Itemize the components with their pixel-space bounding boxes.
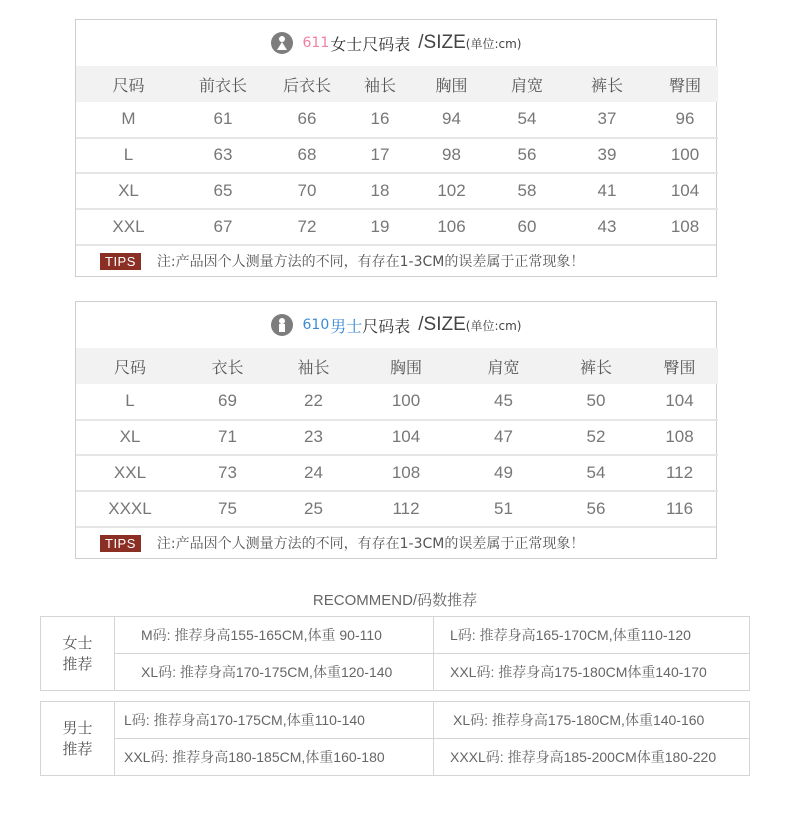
table-cell: XXL — [113, 462, 147, 482]
table-cell: 72 — [297, 216, 317, 236]
column-header: 后衣长 — [282, 75, 331, 95]
women-gender-label: 女士 — [330, 34, 363, 54]
table-cell: 69 — [218, 391, 237, 411]
table-cell: 94 — [442, 109, 461, 129]
table-row — [76, 173, 718, 209]
recommend-label-line: 推荐 — [62, 654, 93, 673]
women-unit: (单位:cm) — [465, 36, 522, 51]
column-header: 袖长 — [297, 357, 330, 377]
tips-badge: TIPS — [100, 253, 141, 270]
men-product-code: 610 — [302, 317, 330, 333]
table-cell: 116 — [665, 498, 694, 518]
men-table-header — [76, 348, 718, 384]
table-cell: 56 — [517, 145, 537, 165]
men-title-cn: 尺码表 — [362, 316, 411, 336]
table-cell: 68 — [297, 145, 317, 165]
table-cell: 106 — [437, 216, 466, 236]
recommend-item: XL码: 推荐身高175-180CM,体重140-160 — [434, 702, 749, 739]
women-size-en: /SIZE — [418, 32, 466, 53]
table-cell: 70 — [297, 180, 317, 200]
women-tips — [76, 244, 716, 276]
table-cell: 67 — [213, 216, 233, 236]
table-cell: 75 — [218, 498, 237, 518]
men-gender-label: 男士 — [330, 316, 363, 336]
table-row — [76, 384, 718, 420]
table-cell: 104 — [665, 391, 694, 411]
table-cell: 61 — [213, 109, 233, 129]
table-cell: 37 — [597, 109, 617, 129]
recommend-item: XXL码: 推荐身高180-185CM,体重160-180 — [115, 739, 434, 776]
table-cell: M — [121, 109, 136, 129]
table-cell: XXXL — [108, 498, 152, 518]
men-size-chart-title — [76, 302, 716, 348]
table-cell: 96 — [675, 109, 695, 129]
table-cell: 65 — [213, 180, 233, 200]
table-cell: 66 — [297, 109, 317, 129]
table-cell: 25 — [304, 498, 323, 518]
table-cell: 41 — [597, 180, 617, 200]
men-size-chart — [75, 301, 717, 559]
table-cell: 98 — [442, 145, 461, 165]
men-tips — [76, 526, 716, 558]
column-header: 衣长 — [211, 357, 244, 377]
table-cell: 100 — [391, 391, 421, 411]
table-cell: 47 — [494, 427, 513, 447]
men-size-en: /SIZE — [418, 314, 466, 335]
table-cell: L — [125, 391, 135, 411]
women-size-chart — [75, 19, 717, 277]
women-title-cn: 尺码表 — [362, 34, 411, 54]
table-cell: 17 — [370, 145, 390, 165]
table-cell: 100 — [670, 145, 700, 165]
men-recommend-label — [41, 702, 115, 775]
table-cell: 24 — [304, 462, 323, 482]
table-cell: 22 — [304, 391, 323, 411]
women-recommend-grid — [115, 617, 749, 690]
table-cell: 104 — [391, 427, 421, 447]
column-header: 胸围 — [435, 75, 468, 95]
table-cell: 50 — [586, 391, 606, 411]
table-cell: 108 — [665, 427, 694, 447]
table-cell: 104 — [670, 180, 700, 200]
table-cell: 19 — [370, 216, 390, 236]
column-header: 前衣长 — [198, 75, 247, 95]
men-recommend-box — [40, 701, 750, 776]
recommend-item: M码: 推荐身高155-165CM,体重 90-110 — [115, 617, 434, 654]
table-cell: XXL — [112, 216, 145, 236]
women-size-table — [76, 66, 718, 244]
column-header: 裤长 — [590, 75, 623, 95]
men-unit: (单位:cm) — [465, 318, 522, 333]
table-row — [76, 420, 718, 456]
table-row — [76, 209, 718, 245]
table-cell: 112 — [392, 498, 420, 518]
table-cell: L — [123, 145, 134, 165]
man-silhouette-icon — [271, 314, 293, 336]
table-cell: 108 — [670, 216, 700, 236]
women-recommend-label — [41, 617, 115, 690]
table-cell: 51 — [494, 498, 513, 518]
women-size-chart-title — [76, 20, 716, 66]
column-header: 肩宽 — [487, 357, 520, 377]
table-cell: XL — [118, 180, 139, 200]
column-header: 胸围 — [389, 357, 422, 377]
table-row — [76, 102, 718, 138]
column-header: 肩宽 — [510, 75, 543, 95]
column-header: 裤长 — [579, 357, 612, 377]
recommend-label-line: 推荐 — [62, 739, 93, 758]
recommend-title: RECOMMEND/码数推荐 — [312, 592, 478, 609]
men-size-table — [76, 348, 718, 526]
tips-note: 注:产品因个人测量方法的不同，有存在1-3CM的误差属于正常现象！ — [156, 254, 585, 270]
column-header: 尺码 — [112, 75, 145, 95]
recommend-item: L码: 推荐身高170-175CM,体重110-140 — [115, 702, 434, 739]
recommend-item: XL码: 推荐身高170-175CM,体重120-140 — [115, 654, 434, 691]
table-cell: 60 — [517, 216, 537, 236]
table-cell: 23 — [304, 427, 323, 447]
women-product-code: 611 — [302, 35, 330, 51]
column-header: 尺码 — [113, 357, 146, 377]
table-cell: XL — [119, 427, 141, 447]
table-cell: 54 — [517, 109, 537, 129]
recommend-label-line: 女士 — [62, 633, 93, 652]
recommend-item: XXL码: 推荐身高175-180CM体重140-170 — [450, 663, 707, 680]
woman-silhouette-icon — [271, 32, 293, 54]
table-cell: 52 — [586, 427, 606, 447]
table-cell: 112 — [665, 462, 694, 482]
table-cell: 16 — [370, 109, 390, 129]
recommend-item: XXXL码: 推荐身高185-200CM体重180-220 — [450, 748, 717, 765]
tips-badge: TIPS — [100, 535, 141, 552]
table-row — [76, 138, 718, 174]
table-cell: 18 — [370, 180, 390, 200]
recommend-item: L码: 推荐身高165-170CM,体重110-120 — [434, 617, 749, 654]
table-cell: 71 — [218, 427, 237, 447]
table-cell: 108 — [391, 462, 421, 482]
recommend-label-line: 男士 — [62, 718, 93, 737]
table-cell: 49 — [494, 462, 513, 482]
tips-note: 注:产品因个人测量方法的不同，有存在1-3CM的误差属于正常现象！ — [156, 536, 585, 552]
column-header: 臀围 — [668, 75, 701, 95]
table-cell: 45 — [494, 391, 513, 411]
men-recommend-grid — [115, 702, 749, 775]
table-row — [76, 491, 718, 527]
table-cell: 58 — [517, 180, 537, 200]
column-header: 袖长 — [363, 75, 396, 95]
table-cell: 102 — [437, 180, 466, 200]
table-cell: 56 — [586, 498, 606, 518]
women-table-header — [76, 66, 718, 102]
table-cell: 54 — [586, 462, 606, 482]
women-recommend-box — [40, 616, 750, 691]
table-cell: 39 — [597, 145, 617, 165]
column-header: 臀围 — [663, 357, 696, 377]
table-cell: 43 — [597, 216, 617, 236]
table-row — [76, 455, 718, 491]
table-cell: 63 — [213, 145, 233, 165]
table-cell: 73 — [218, 462, 237, 482]
